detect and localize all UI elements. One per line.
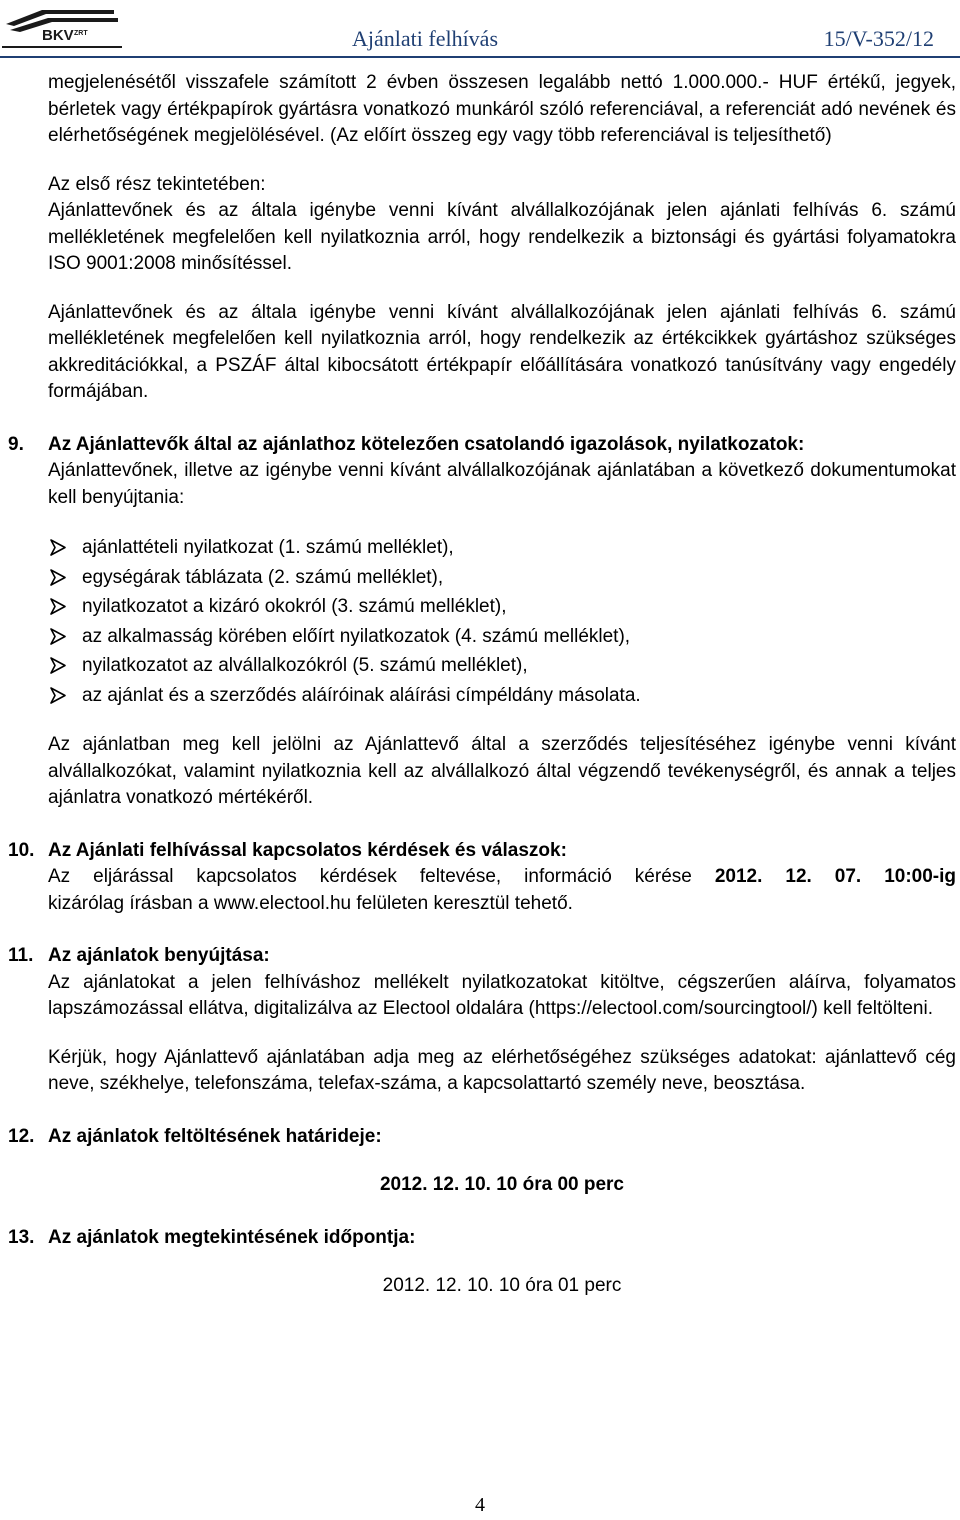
first-part-paragraph: Ajánlattevőnek és az általa igénybe venni kívánt alvállalkozójának jelen ajánlati felhívás 6. számú mellékletének megfelelően kell nyilatkoznia arról, hogy rendelkezik a biztonsági és gyártási folyamatokra ISO 9001:2008 minősítéssel. [48, 200, 956, 274]
section-text-first-line: Az eljárással kapcsolatos kérdések feltevése, információ kérése 2012. 12. 07. 10:00-ig [48, 866, 957, 887]
section-number: 11. [8, 945, 34, 966]
second-paragraph: Ajánlattevőnek és az általa igénybe venni kívánt alvállalkozójának jelen ajánlati felhívás 6. számú mellékletének megfelelően kell nyilatkoznia arról, hogy rendelkezik az értékcikkek gyártáshoz szükséges akkreditációkkal, a PSZÁF által kibocsátott értékpapír előállítására vonatkozó tanúsítvány vagy engedély formájában. [48, 301, 956, 402]
list-item: az ajánlat és a szerződés aláíróinak aláírási címpéldány másolata. [82, 681, 956, 711]
list-item: nyilatkozatot az alvállalkozókról (5. számú melléklet), [82, 651, 956, 681]
arrow-bullet-icon [48, 651, 68, 680]
arrow-bullet-icon [48, 622, 68, 651]
section-13 [8, 1225, 956, 1300]
section-closing: Az ajánlatban meg kell jelölni az Ajánlattevő által a szerződés teljesítéséhez igénybe venni kívánt alvállalkozókat, valamint nyilatkoznia kell az alvállalkozó által végzendő tevékenységről, és annak a teljes ajánlatra vonatkozó mértékéről. [48, 734, 956, 808]
bkv-logo [2, 2, 122, 50]
arrow-bullet-icon [48, 563, 68, 592]
arrow-bullet-icon [48, 592, 68, 621]
svg-text:ZRT: ZRT [74, 30, 88, 37]
document-body [8, 70, 957, 1300]
list-item: ajánlattételi nyilatkozat (1. számú melléklet), [82, 533, 956, 563]
section-10 [8, 838, 957, 918]
section-number: 12. [8, 1125, 35, 1147]
header-reference: 15/V-352/12 [823, 26, 934, 51]
list-item: az alkalmasság körében előírt nyilatkozatok (4. számú melléklet), [82, 622, 956, 652]
first-part-heading: Az első rész tekintetében: [48, 173, 266, 195]
svg-text:BKV: BKV [42, 27, 74, 44]
section-heading: Az Ajánlattevők által az ajánlathoz kötelezően csatolandó igazolások, nyilatkozatok: [48, 433, 805, 455]
document-list [48, 533, 956, 710]
header-title: Ajánlati felhívás [352, 26, 499, 51]
section-number: 13. [8, 1226, 35, 1248]
section-11 [8, 943, 956, 1098]
header-divider [0, 56, 960, 58]
opening-time: 2012. 12. 10. 10 óra 01 perc [382, 1275, 622, 1296]
section-text-second-line: kizárólag írásban a www.electool.hu felületen keresztül tehető. [48, 892, 573, 914]
deadline-value: 2012. 12. 07. 10:00-ig [714, 866, 957, 887]
section-9 [8, 432, 956, 812]
section-heading: Az ajánlatok feltöltésének határideje: [48, 1125, 382, 1147]
section-text: Ajánlattevőnek, illetve az igénybe venni kívánt alvállalkozójának ajánlatában a következő dokumentumokat kell benyújtania: [48, 460, 956, 508]
section-heading: Az ajánlatok benyújtása: [48, 945, 270, 966]
section-heading: Az ajánlatok megtekintésének időpontja: [48, 1226, 416, 1248]
page-header [0, 0, 960, 58]
arrow-bullet-icon [48, 681, 68, 710]
section-heading: Az Ajánlati felhívással kapcsolatos kérdések és válaszok: [48, 839, 567, 861]
contact-request: Kérjük, hogy Ajánlattevő ajánlatában adja meg az elérhetőségéhez szükséges adatokat: ajánlattevő cég neve, székhelye, telefonszáma, telefax-száma, a kapcsolattartó személy neve, beosztása. [48, 1046, 956, 1094]
section-12 [8, 1124, 956, 1199]
page-number: 4 [475, 1494, 485, 1516]
section-text: Az ajánlatokat a jelen felhíváshoz mellékelt nyilatkozatokat kitöltve, cégszerűen aláírva, folyamatos lapszámozással ellátva, digitalizálva az Electool oldalára (https://electool.com/sourcingtool/) kell feltölteni. [48, 971, 956, 1019]
submission-deadline: 2012. 12. 10. 10 óra 00 perc [379, 1174, 624, 1195]
list-item: nyilatkozatot a kizáró okokról (3. számú melléklet), [82, 592, 956, 622]
section-number: 10. [8, 839, 35, 861]
list-item: egységárak táblázata (2. számú melléklet), [82, 563, 956, 593]
section-number: 9. [8, 433, 24, 455]
arrow-bullet-icon [48, 533, 68, 562]
intro-paragraph: megjelenésétől visszafele számított 2 évben összesen legalább nettó 1.000.000.- HUF értékű, jegyek, bérletek vagy értékpapírok gyártásra vonatkozó munkáról szóló referenciával, a referenciát adó nevének és elérhetőségének megjelölésével. (Az előírt összeg egy vagy több referenciával is teljesíthető) [48, 72, 956, 146]
